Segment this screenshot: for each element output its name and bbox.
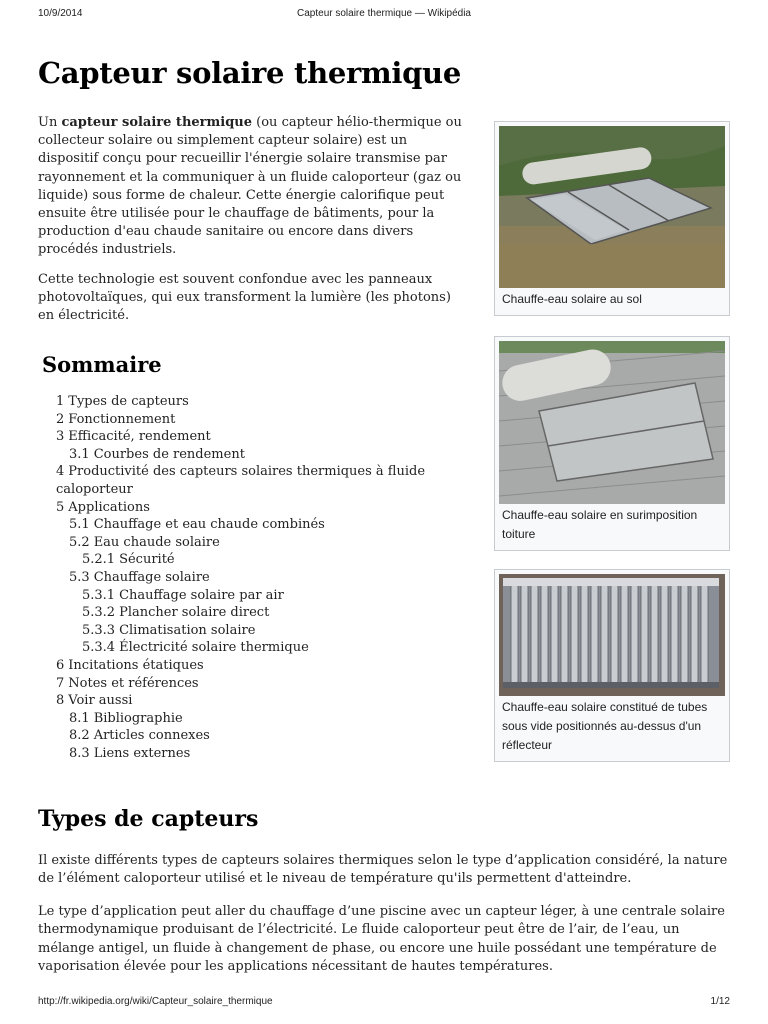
toc-link[interactable]: Articles connexes xyxy=(93,728,210,744)
toc-num: 5.2 xyxy=(69,534,90,550)
intro-paragraph-2: Cette technologie est souvent confondue avec les panneaux photovoltaïques, qui eux transforment la lumière (les photons) en électricité. xyxy=(38,271,451,324)
toc-item[interactable] xyxy=(38,463,478,498)
intro-prefix: Un xyxy=(38,115,62,130)
print-title: Capteur solaire thermique — Wikipédia xyxy=(297,8,471,19)
toc-num: 8 xyxy=(56,693,65,709)
toc-num: 3 xyxy=(56,429,65,445)
toc-item[interactable] xyxy=(38,551,478,569)
toc-num: 5.3.4 xyxy=(82,640,116,656)
toc-num: 7 xyxy=(56,675,65,691)
toc-num: 5.3.3 xyxy=(82,622,116,638)
toc-link[interactable]: Fonctionnement xyxy=(68,411,176,427)
toc-link[interactable]: Climatisation solaire xyxy=(119,622,256,638)
page-number: 1/12 xyxy=(710,996,730,1007)
solar-heater-ground-illustration xyxy=(499,126,725,288)
toc-num: 5.2.1 xyxy=(82,552,116,568)
toc-item[interactable] xyxy=(38,692,478,710)
figure-caption: Chauffe-eau solaire constitué de tubes sous vide positionnés au-dessus d'un réflecteur xyxy=(502,700,708,752)
toc-num: 3.1 xyxy=(69,446,90,462)
toc-link[interactable]: Productivité des capteurs solaires thermiques à fluide caloporteur xyxy=(56,464,426,497)
toc-num: 5.1 xyxy=(69,517,90,533)
toc-num: 8.3 xyxy=(69,745,90,761)
toc-num: 2 xyxy=(56,411,65,427)
page-url: http://fr.wikipedia.org/wiki/Capteur_solaire_thermique xyxy=(38,996,273,1007)
toc-list xyxy=(38,393,478,762)
toc-link[interactable]: Bibliographie xyxy=(93,710,183,726)
figure-ground-water-heater xyxy=(494,121,730,316)
photo-ground-water-heater[interactable] xyxy=(499,126,725,288)
figure-caption: Chauffe-eau solaire au sol xyxy=(502,292,642,306)
toc-item[interactable] xyxy=(38,428,478,446)
toc-link[interactable]: Eau chaude solaire xyxy=(93,534,220,550)
table-of-contents xyxy=(38,352,478,762)
figure-vacuum-tube-collector xyxy=(494,569,730,762)
figure-caption: Chauffe-eau solaire en surimposition toiture xyxy=(502,508,698,541)
toc-link[interactable]: Notes et références xyxy=(68,675,199,691)
print-footer xyxy=(38,996,730,1010)
toc-num: 4 xyxy=(56,464,65,480)
toc-link[interactable]: Plancher solaire direct xyxy=(119,605,270,621)
section-paragraph-1: Il existe différents types de capteurs solaires thermiques selon le type d’application considéré, la nature de l’élément caloporteur utilisé et le niveau de température qu'ils permettent d'atteindre. xyxy=(38,853,728,887)
toc-item[interactable] xyxy=(38,622,478,640)
print-date: 10/9/2014 xyxy=(38,8,83,19)
toc-num: 1 xyxy=(56,394,65,409)
toc-link[interactable]: Chauffage solaire xyxy=(93,569,210,585)
toc-item[interactable] xyxy=(38,499,478,517)
toc-item[interactable] xyxy=(38,569,478,587)
toc-title: Sommaire xyxy=(42,352,162,377)
toc-num: 5.3.2 xyxy=(82,605,116,621)
toc-item[interactable] xyxy=(38,657,478,675)
toc-link[interactable]: Types de capteurs xyxy=(68,394,189,409)
section-types-de-capteurs xyxy=(38,806,730,990)
solar-heater-roof-illustration xyxy=(499,341,725,504)
toc-link[interactable]: Applications xyxy=(68,499,150,515)
toc-item[interactable] xyxy=(38,411,478,429)
toc-item[interactable] xyxy=(38,727,478,745)
toc-link[interactable]: Sécurité xyxy=(119,552,175,568)
toc-link[interactable]: Électricité solaire thermique xyxy=(119,640,309,656)
toc-item[interactable] xyxy=(38,639,478,657)
toc-item[interactable] xyxy=(38,675,478,693)
vacuum-tube-illustration xyxy=(499,574,725,696)
intro-paragraph-1 xyxy=(38,114,470,260)
toc-item[interactable] xyxy=(38,446,478,464)
toc-num: 5.3.1 xyxy=(82,587,116,603)
intro xyxy=(38,114,470,336)
toc-item[interactable] xyxy=(38,604,478,622)
toc-link[interactable]: Voir aussi xyxy=(68,693,133,709)
toc-item[interactable] xyxy=(38,534,478,552)
toc-num: 8.1 xyxy=(69,710,90,726)
toc-num: 6 xyxy=(56,657,65,673)
toc-link[interactable]: Chauffage et eau chaude combinés xyxy=(93,517,325,533)
toc-link[interactable]: Liens externes xyxy=(93,745,191,761)
intro-bold-term: capteur solaire thermique xyxy=(61,115,253,130)
figure-roof-water-heater xyxy=(494,336,730,551)
toc-num: 5.3 xyxy=(69,569,90,585)
toc-item[interactable] xyxy=(38,587,478,605)
toc-link[interactable]: Incitations étatiques xyxy=(68,657,204,673)
toc-link[interactable]: Courbes de rendement xyxy=(93,446,245,462)
toc-item[interactable] xyxy=(38,393,478,411)
toc-num: 8.2 xyxy=(69,728,90,744)
section-heading: Types de capteurs xyxy=(38,806,259,832)
toc-link[interactable]: Chauffage solaire par air xyxy=(119,587,284,603)
intro-rest: (ou capteur hélio-thermique ou collecteur solaire ou simplement capteur solaire) est un dispositif conçu pour recueillir l'énergie solaire transmise par rayonnement et la communiquer à un fluide caloporteur (gaz ou liquide) sous forme de chaleur. Cette énergie calorifique peut ensuite être utilisée pour le chauffage de bâtiments, pour la production d'eau chaude sanitaire ou encore dans divers procédés industriels. xyxy=(38,115,462,258)
toc-item[interactable] xyxy=(38,745,478,763)
photo-roof-water-heater[interactable] xyxy=(499,341,725,504)
toc-link[interactable]: Efficacité, rendement xyxy=(68,429,211,445)
photo-vacuum-tube-collector[interactable] xyxy=(499,574,725,696)
toc-num: 5 xyxy=(56,499,65,515)
toc-item[interactable] xyxy=(38,710,478,728)
print-header xyxy=(38,8,730,22)
page-title: Capteur solaire thermique xyxy=(38,56,461,90)
section-paragraph-2: Le type d’application peut aller du chauffage d’une piscine avec un capteur léger, à une centrale solaire thermodynamique produisant de l’électricité. Le fluide caloporteur peut être de l’air, de l’eau, un mélange antigel, un fluide à changement de phase, ou encore une huile possédant une température de vaporisation élevée pour les applications nécessitant de hautes températures. xyxy=(38,903,725,975)
toc-item[interactable] xyxy=(38,516,478,534)
